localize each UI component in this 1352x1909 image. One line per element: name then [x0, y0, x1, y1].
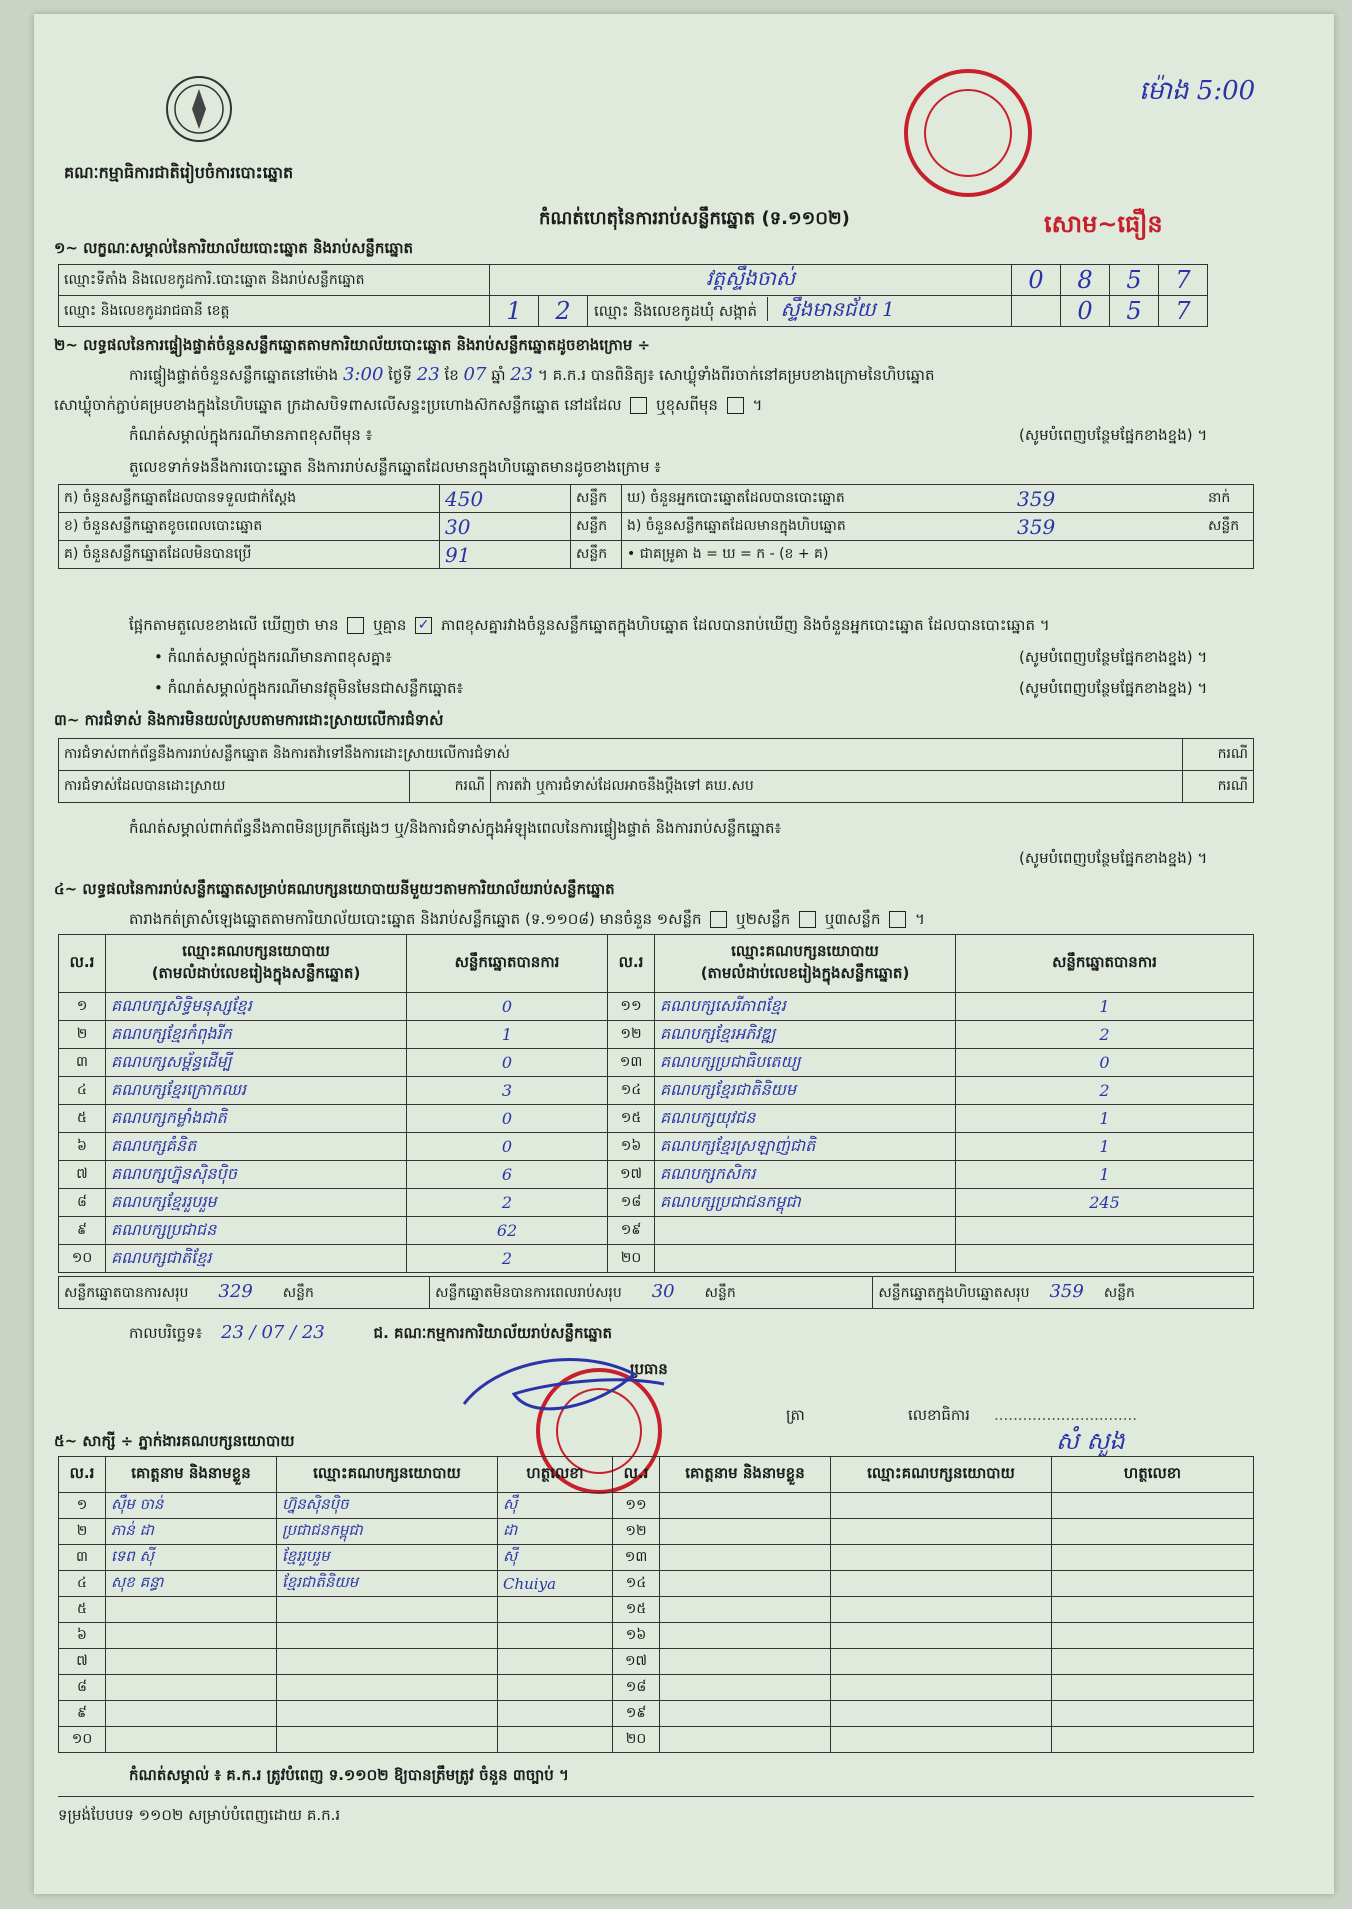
witness-party [831, 1675, 1052, 1701]
table-row: គ) ចំនួនសន្លឹកឆ្នោតដែលមិនបានប្រើ 91 សន្លឹក • ជាគម្រូគា ង = ឃ = ក - (ខ + គ) [59, 541, 1254, 569]
party-no: ១១ [608, 993, 655, 1021]
section1-title: ១~ លក្ខណៈសម្គាល់នៃការិយាល័យបោះឆ្នោត និងរាប់សន្លឹកឆ្នោត [54, 239, 414, 257]
witness-signature [498, 1649, 613, 1675]
table-row [59, 1189, 1254, 1217]
witness-name [660, 1493, 831, 1519]
party-name: គណបក្សប្រជាជនកម្ពុជា [655, 1189, 956, 1217]
verify-time: 3:00 [342, 364, 384, 385]
committee-signature-title: ជ. គណៈកម្មការការិយាល័យរាប់សន្លឹកឆ្នោត [373, 1324, 613, 1342]
commune-name: ស្ទឹងមានជ័យ 1 [767, 297, 906, 321]
location-code-1: 0 [1012, 265, 1061, 296]
location-label: ឈ្មោះទីតាំង និងលេខកូដការិ.បោះឆ្នោត និងរាប់សន្លឹកឆ្នោត [59, 265, 490, 296]
section5-title: ៥~ សាក្សី ÷ ភ្នាក់ងារគណបក្សនយោបាយ [54, 1432, 295, 1450]
table-row [59, 1545, 1254, 1571]
witness-party [831, 1519, 1052, 1545]
three-sheets-checkbox[interactable] [889, 911, 906, 928]
party-votes: 2 [956, 1077, 1254, 1105]
table-row [59, 1105, 1254, 1133]
difference-check-line: ផ្អែកតាមតួលេខខាងលើ ឃើញថា មាន ឬគ្មាន ✓ ភាពខុសគ្នារវាងចំនួនសន្លឹកឆ្នោតក្នុងហិបឆ្នោត ដែលបានរាប់ឃើញ និងចំនួនអ្នកបោះឆ្នោត ដែលបានបោះឆ្នោត ។ [129, 616, 1050, 634]
stamp-signer-name: សោម~ធឿន [1044, 210, 1163, 238]
table-row [59, 1493, 1254, 1519]
witness-no: ១៨ [613, 1675, 660, 1701]
totals-table: សន្លឹកឆ្នោតបានការសរុប 329 សន្លឹក សន្លឹកឆ្នោតមិនបានការពេលរាប់សរុប 30 សន្លឹក សន្លឹកឆ្នោតក្នុងហិបឆ្នោតសរុប 359 សន្លឹក [58, 1276, 1254, 1309]
witness-party [831, 1597, 1052, 1623]
count-date: 23 / 07 / 23 [221, 1322, 325, 1343]
secretary-name: សំ សួង [1056, 1427, 1125, 1455]
nec-emblem-icon [164, 74, 234, 144]
party-votes: 0 [956, 1049, 1254, 1077]
witness-no: ៤ [59, 1571, 106, 1597]
table-row [59, 1623, 1254, 1649]
witness-name [660, 1545, 831, 1571]
form-title: កំណត់ហេតុនៃការរាប់សន្លឹកឆ្នោត (ទ.១១០២) [539, 208, 850, 229]
witness-party [831, 1623, 1052, 1649]
witness-signature [498, 1675, 613, 1701]
witness-signature [1052, 1727, 1254, 1753]
witness-party [277, 1623, 498, 1649]
witness-name: សុខ គន្ធា [106, 1571, 277, 1597]
witness-signature: Chuiya [498, 1571, 613, 1597]
witness-party [277, 1701, 498, 1727]
location-name: វត្តស្ទឹងចាស់ [490, 265, 1012, 296]
witness-no: ១៣ [613, 1545, 660, 1571]
chair-signature [454, 1344, 674, 1434]
total-valid-votes: 329 [218, 1281, 253, 1302]
verify-month: 07 [463, 364, 487, 385]
table-row [59, 1021, 1254, 1049]
witness-no: ១៦ [613, 1623, 660, 1649]
party-name: គណបក្សយុវជន [655, 1105, 956, 1133]
irregularity-note: កំណត់សម្គាល់ពាក់ព័ន្ធនឹងភាពមិនប្រក្រតីផ្សេងៗ ឬ/និងការជំទាស់ក្នុងអំឡុងពេលនៃការផ្ទៀងផ្ទាត់ និងការរាប់សន្លឹកឆ្នោត៖ [129, 819, 782, 837]
party-votes: 0 [407, 1133, 608, 1161]
complaints-table: ការជំទាស់ពាក់ព័ន្ធនឹងការរាប់សន្លឹកឆ្នោត និងការតវ៉ាទៅនឹងការដោះស្រាយលើការជំទាស់ ករណី ការជំទាស់ដែលបានដោះស្រាយ ករណី ការតវ៉ា ឬការជំទាស់ដែលអាចនឹងប្ដឹងទៅ គឃ.សប ករណី [58, 738, 1254, 803]
witness-name [106, 1649, 277, 1675]
two-sheets-checkbox[interactable] [799, 911, 816, 928]
table-row [59, 1571, 1254, 1597]
voters-voted: 359 [1012, 485, 1203, 513]
witness-no: ២ [59, 1519, 106, 1545]
witness-name [106, 1701, 277, 1727]
party-votes: 62 [407, 1217, 608, 1245]
witness-party [277, 1675, 498, 1701]
total-ballots-in-box: 359 [1049, 1281, 1084, 1302]
witness-party: ប្រជាជនកម្ពុជា [277, 1519, 498, 1545]
witness-name: ភាន់ ដា [106, 1519, 277, 1545]
party-name: គណបក្សខ្មែរជាតិនិយម [655, 1077, 956, 1105]
party-name: គណបក្សខ្មែរក្រោកឈរ [106, 1077, 407, 1105]
witness-party: ខ្មែរជាតិនិយម [277, 1571, 498, 1597]
form-footer: ទម្រង់បែបបទ ១១០២ សម្រាប់បំពេញដោយ គ.ក.រ [58, 1806, 341, 1824]
witness-signature [1052, 1675, 1254, 1701]
table-row [59, 1133, 1254, 1161]
party-votes: 245 [956, 1189, 1254, 1217]
witness-signature [1052, 1623, 1254, 1649]
witness-no: ១១ [613, 1493, 660, 1519]
same-checkbox[interactable] [630, 397, 647, 414]
location-code-3: 5 [1110, 265, 1159, 296]
bottom-divider [58, 1796, 1254, 1797]
table-row [59, 1727, 1254, 1753]
witness-no: ១២ [613, 1519, 660, 1545]
witness-party [277, 1727, 498, 1753]
witness-name [660, 1519, 831, 1545]
party-no: ២០ [608, 1245, 655, 1273]
witness-no: ៨ [59, 1675, 106, 1701]
party-name: គណបក្សកម្លាំងជាតិ [106, 1105, 407, 1133]
stamp-time-note: ម៉ោង 5:00 [1139, 76, 1256, 106]
table-row [59, 1675, 1254, 1701]
tally-sheet-line: តារាងកត់ត្រាសំឡេងឆ្នោតតាមការិយាល័យបោះឆ្នោត និងរាប់សន្លឹកឆ្នោត (ទ.១១០៨) មានចំនួន ១សន្លឹក ឬ២សន្លឹក ឬ៣សន្លឹក ។ [129, 910, 925, 928]
witness-party [831, 1493, 1052, 1519]
party-votes: 0 [407, 993, 608, 1021]
difference-bullet-fill: (សូមបំពេញបន្ថែមផ្នែកខាងខ្នង) ។ [1019, 648, 1208, 666]
party-name: គណបក្សសិទ្ធិមនុស្សខ្មែរ [106, 993, 407, 1021]
table-row [59, 1701, 1254, 1727]
party-votes: 1 [956, 993, 1254, 1021]
witness-name [106, 1597, 277, 1623]
witness-signature [498, 1597, 613, 1623]
province-label: ឈ្មោះ និងលេខកូដរាជធានី ខេត្ត [59, 296, 490, 327]
witness-party [277, 1597, 498, 1623]
party-no: ១៤ [608, 1077, 655, 1105]
witness-signature [1052, 1545, 1254, 1571]
party-votes: 2 [407, 1189, 608, 1217]
footnote: កំណត់សម្គាល់ ៖ គ.ក.រ ត្រូវបំពេញ ទ.១១០២ ឱ្យបានត្រឹមត្រូវ ចំនួន ៣ច្បាប់ ។ [129, 1766, 569, 1784]
party-name: គណបក្សសម្ព័ន្ធដើម្បី [106, 1049, 407, 1077]
one-sheet-checkbox[interactable] [710, 911, 727, 928]
witness-party [831, 1571, 1052, 1597]
figures-intro: តួលេខទាក់ទងនឹងការបោះឆ្នោត និងការរាប់សន្លឹកឆ្នោតដែលមានក្នុងហិបឆ្នោតមានដូចខាងក្រោម ៖ [129, 458, 661, 476]
party-votes: 2 [407, 1245, 608, 1273]
party-votes: 1 [956, 1105, 1254, 1133]
ballot-figures-table [58, 484, 1254, 569]
witness-name [106, 1675, 277, 1701]
party-no: ១០ [59, 1245, 106, 1273]
witness-name: ស៊ឹម ចាន់ [106, 1493, 277, 1519]
formula: • ជាគម្រូគា ង = ឃ = ក - (ខ + គ) [622, 541, 1254, 569]
ballots-unused: 91 [440, 541, 571, 569]
witness-signature [498, 1623, 613, 1649]
party-name: គណបក្សហ្វ៊ុនស៊ិនប៉ិច [106, 1161, 407, 1189]
table-row: ក) ចំនួនសន្លឹកឆ្នោតដែលបានទទួលជាក់ស្តែង 450 សន្លឹក ឃ) ចំនួនអ្នកបោះឆ្នោតដែលបានបោះឆ្នោត 359 នាក់ [59, 485, 1254, 513]
witness-signature [1052, 1493, 1254, 1519]
party-no: ៣ [59, 1049, 106, 1077]
witness-no: ៦ [59, 1623, 106, 1649]
witness-signature [498, 1701, 613, 1727]
section1-table [58, 264, 1208, 327]
witness-no: ១៩ [613, 1701, 660, 1727]
witness-party [277, 1649, 498, 1675]
party-name [655, 1245, 956, 1273]
witness-name [660, 1727, 831, 1753]
witness-name [660, 1701, 831, 1727]
province-code-2: 2 [539, 296, 588, 327]
commune-label: ឈ្មោះ និងលេខកូដឃុំ សង្កាត់ [594, 302, 757, 320]
table-row [59, 1077, 1254, 1105]
witness-no: ៩ [59, 1701, 106, 1727]
location-code-2: 8 [1061, 265, 1110, 296]
party-votes: 1 [956, 1133, 1254, 1161]
witness-signature [1052, 1519, 1254, 1545]
witness-no: ១០ [59, 1727, 106, 1753]
party-no: ១៩ [608, 1217, 655, 1245]
table-row [59, 1519, 1254, 1545]
witness-table: ល.រ គោត្តនាម និងនាមខ្លួន ឈ្មោះគណបក្សនយោបាយ ហត្ថលេខា ល.រ គោត្តនាម និងនាមខ្លួន ឈ្មោះគណបក្សនយោបាយ ហត្ថលេខា ១ ស៊ឹម ចាន់ ហ្វ៊ុនស៊ិនប៉ិច ស៊ឹ ១១ ២ ភាន់ ដា ប្រជាជនកម្ពុជា ដា ១២ ៣ ទេព ស៊ី ខ្មែររួបរួម ស៊ី ១៣ ៤ សុខ គន្ធា ខ្មែរជាតិនិយម Chuiya ១៤ ៥ ១៥ ៦ ១៦ ៧ ១៧ ៨ ១៨ ៩ ១៩ ១០ ២០ [58, 1456, 1254, 1753]
commune-code-2: 5 [1110, 296, 1159, 327]
witness-signature [1052, 1701, 1254, 1727]
official-seal-top [904, 69, 1032, 197]
witness-signature [498, 1727, 613, 1753]
party-no: ១ [59, 993, 106, 1021]
witness-name [660, 1649, 831, 1675]
table-row [59, 993, 1254, 1021]
different-checkbox[interactable] [727, 397, 744, 414]
witness-name [660, 1675, 831, 1701]
witness-no: ១៤ [613, 1571, 660, 1597]
table-row [59, 1217, 1254, 1245]
party-name: គណបក្សខ្មែរកំពុងរីក [106, 1021, 407, 1049]
table-row: ខ) ចំនួនសន្លឹកឆ្នោតខូចពេលបោះឆ្នោត 30 សន្លឹក ង) ចំនួនសន្លឹកឆ្នោតដែលមានក្នុងហិបឆ្នោត 359 សន្លឹក [59, 513, 1254, 541]
date-line: កាលបរិច្ឆេទ៖ 23 / 07 / 23 ជ. គណៈកម្មការការិយាល័យរាប់សន្លឹកឆ្នោត [129, 1322, 613, 1343]
section3-title: ៣~ ការជំទាស់ និងការមិនយល់ស្របតាមការដោះស្រាយលើការជំទាស់ [54, 711, 444, 729]
party-votes: 1 [956, 1161, 1254, 1189]
party-no: ៧ [59, 1161, 106, 1189]
chair-label: ប្រធាន [630, 1360, 668, 1378]
foreign-object-bullet: • កំណត់សម្គាល់ក្នុងករណីមានវត្ថុមិនមែនជាសន្លឹកឆ្នោត៖ [154, 679, 464, 697]
party-no: ១៨ [608, 1189, 655, 1217]
party-no: ១៥ [608, 1105, 655, 1133]
party-name: គណបក្សខ្មែររួបរួម [106, 1189, 407, 1217]
party-no: ១២ [608, 1021, 655, 1049]
witness-party [831, 1649, 1052, 1675]
table-row [59, 1649, 1254, 1675]
party-name: គណបក្សគំនិត [106, 1133, 407, 1161]
witness-name [106, 1727, 277, 1753]
witness-party: ហ្វ៊ុនស៊ិនប៉ិច [277, 1493, 498, 1519]
witness-name [660, 1597, 831, 1623]
witness-party [831, 1727, 1052, 1753]
witness-name [660, 1571, 831, 1597]
table-row [59, 1597, 1254, 1623]
irregularity-note-fill: (សូមបំពេញបន្ថែមផ្នែកខាងខ្នង) ។ [1019, 849, 1208, 867]
party-votes: 0 [407, 1049, 608, 1077]
commune-code-3: 7 [1159, 296, 1208, 327]
table-row [59, 1161, 1254, 1189]
witness-signature: ស៊ឹ [498, 1493, 613, 1519]
party-no: ១៧ [608, 1161, 655, 1189]
witness-name [660, 1623, 831, 1649]
party-no: ៤ [59, 1077, 106, 1105]
party-no: ១៦ [608, 1133, 655, 1161]
ballots-received: 450 [440, 485, 571, 513]
section4-title: ៤~ លទ្ធផលនៃការរាប់សន្លឹកឆ្នោតសម្រាប់គណបក្សនយោបាយនីមួយៗតាមការិយាល័យរាប់សន្លឹកឆ្នោត [54, 880, 615, 898]
seal-mark-label: ត្រា [786, 1406, 805, 1424]
committee-name: គណៈកម្មាធិការជាតិរៀបចំការបោះឆ្នោត [64, 163, 294, 182]
witness-no: ៥ [59, 1597, 106, 1623]
form-sheet: គណៈកម្មាធិការជាតិរៀបចំការបោះឆ្នោត ម៉ោង 5:00 សោម~ធឿន កំណត់ហេតុនៃការរាប់សន្លឹកឆ្នោត (ទ.១១០២) ១~ លក្ខណៈសម្គាល់នៃការិយាល័យបោះឆ្នោត និងរាប់សន្លឹកឆ្នោត ឈ្មោះទីតាំង និងលេខកូដការិ.បោះឆ្នោត និងរាប់សន្លឹកឆ្នោត វត្តស្ទឹងចាស់ 0 8 5 7 ឈ្មោះ និងលេខកូដរាជធានី ខេត្ត 1 2 ឈ្មោះ និងលេខកូដឃុំ សង្កាត់ ស្ទឹងមានជ័យ 1 0 5 7 ២~ លទ្ធផលនៃការផ្ទៀងផ្ទាត់ចំនួនសន្លឹកឆ្នោតតាមការិយាល័យបោះឆ្នោត និងរាប់សន្លឹកឆ្នោតដូចខាងក្រោម ÷ ការផ្ទៀងផ្ទាត់ចំនួនសន្លឹកឆ្នោតនៅម៉ោង 3:00 ថ្ងៃទី 23 ខែ 07 ឆ្នាំ 23 ។ គ.ក.រ បានពិនិត្យ៖ សោឃ្លុំទាំងពីរចាក់នៅគម្របខាងក្រោមនៃហិបឆ្នោត សោឃ្លុំចាក់ភ្ជាប់គម្របខាងក្នុងនៃហិបឆ្នោត ក្រដាសបិទពាសលើសន្ទះប្រហោងស៊កសន្លឹកឆ្នោត នៅដដែល ឬខុសពីមុន ។ កំណត់សម្គាល់ក្នុងករណីមានភាពខុសពីមុន ៖ (សូមបំពេញបន្ថែមផ្នែកខាងខ្នង) ។ តួលេខទាក់ទងនឹងការបោះឆ្នោត និងការរាប់សន្លឹកឆ្នោតដែលមានក្នុងហិបឆ្នោតមានដូចខាងក្រោម ៖ ក) ចំនួនសន្លឹកឆ្នោតដែលបានទទួលជាក់ស្តែង 450 សន្លឹក ឃ) ចំនួនអ្នកបោះឆ្នោតដែលបានបោះឆ្នោត 359 នាក់ ខ) ចំនួនសន្លឹកឆ្នោតខូចពេលបោះឆ្នោត 30 សន្លឹក ង) ចំនួនសន្លឹកឆ្នោតដែលមានក្នុងហិបឆ្នោត 359 សន្លឹក គ) ចំនួនសន្លឹកឆ្នោតដែលមិនបានប្រើ 91 សន្លឹក • ជាគម្រូគា ង = ឃ = ក - (ខ + គ) ផ្អែកតាមតួលេខខាងលើ ឃើញថា មាន ឬគ្មាន ✓ ភាពខុសគ្នារវាងចំនួនសន្លឹកឆ្នោតក្នុងហិបឆ្នោត ដែលបានរាប់ឃើញ និងចំនួនអ្នកបោះឆ្នោត ដែលបានបោះឆ្នោត ។ • កំណត់សម្គាល់ក្នុងករណីមានភាពខុសគ្នា៖ (សូមបំពេញបន្ថែមផ្នែកខាងខ្នង) ។ • កំណត់សម្គាល់ក្នុងករណីមានវត្ថុមិនមែនជាសន្លឹកឆ្នោត៖ (សូមបំពេញបន្ថែមផ្នែកខាងខ្នង) ។ ៣~ ការជំទាស់ និងការមិនយល់ស្របតាមការដោះស្រាយលើការជំទាស់ ការជំទាស់ពាក់ព័ន្ធនឹងការរាប់សន្លឹកឆ្នោត និងការតវ៉ាទៅនឹងការដោះស្រាយលើការជំទាស់ ករណី ការជំទាស់ដែលបានដោះស្រាយ ករណី ការតវ៉ា ឬការជំទាស់ដែលអាចនឹងប្ដឹងទៅ គឃ.សប ករណី កំណត់សម្គាល់ពាក់ព័ន្ធនឹងភាពមិនប្រក្រតីផ្សេងៗ ឬ/និងការជំទាស់ក្នុងអំឡុងពេលនៃការផ្ទៀងផ្ទាត់ និងការរាប់សន្លឹកឆ្នោត៖ (សូមបំពេញបន្ថែមផ្នែកខាងខ្នង) ។ ៤~ លទ្ធផលនៃការរាប់សន្លឹកឆ្នោតសម្រាប់គណបក្សនយោបាយនីមួយៗតាមការិយាល័យរាប់សន្លឹកឆ្នោត តារាងកត់ត្រាសំឡេងឆ្នោតតាមការិយាល័យបោះឆ្នោត និងរាប់សន្លឹកឆ្នោត (ទ.១១០៨) មានចំនួន ១សន្លឹក ឬ២សន្លឹក ឬ៣សន្លឹក ។ ល.រ ឈ្មោះគណបក្សនយោបាយ (តាមលំដាប់លេខរៀងក្នុងសន្លឹកឆ្នោត) សន្លឹកឆ្នោតបានការ ល.រ ឈ្មោះគណបក្សនយោបាយ (តាមលំដាប់លេខរៀងក្នុងសន្លឹកឆ្នោត) សន្លឹកឆ្នោតបានការ ១ គណបក្សសិទ្ធិមនុស្សខ្មែរ 0 ១១ គណបក្សសេរីភាពខ្មែរ 1 ២ គណបក្សខ្មែរកំពុងរីក 1 ១២ គណបក្សខ្មែរអភិវឌ្ឍ 2 ៣ គណបក្សសម្ព័ន្ធដើម្បី 0 ១៣ គណបក្សប្រជាធិបតេយ្យ 0 ៤ គណបក្សខ្មែរក្រោកឈរ 3 ១៤ គណបក្សខ្មែរជាតិនិយម 2 ៥ គណបក្សកម្លាំងជាតិ 0 ១៥ គណបក្សយុវជន 1 ៦ គណបក្សគំនិត 0 ១៦ គណបក្សខ្មែរស្រឡាញ់ជាតិ 1 ៧ គណបក្សហ្វ៊ុនស៊ិនប៉ិច 6 ១៧ គណបក្សកសិករ 1 ៨ គណបក្សខ្មែររួបរួម 2 ១៨ គណបក្សប្រជាជនកម្ពុជា 245 ៩ គណបក្សប្រជាជន 62 ១៩ ១០ គណបក្សជាតិខ្មែរ 2 ២០ សន្លឹកឆ្នោតបានការសរុប 329 សន្លឹក សន្លឹកឆ្នោតមិនបានការពេលរាប់សរុប 30 សន្លឹក សន្លឹកឆ្នោតក្នុងហិបឆ្នោតសរុប 359 សន្លឹក កាលបរិច្ឆេទ៖ 23 / 07 / 23 ជ. គណៈកម្មការការិយាល័យរាប់សន្លឹកឆ្នោត ប្រធាន ត្រា លេខាធិការ .............................. សំ សួង ៥~ សាក្សី ÷ ភ្នាក់ងារគណបក្សនយោបាយ ល.រ គោត្តនាម និងនាមខ្លួន ឈ្មោះគណបក្សនយោបាយ ហត្ថលេខា ល.រ គោត្តនាម និងនាមខ្លួន ឈ្មោះគណបក្សនយោបាយ ហត្ថលេខា ១ ស៊ឹម ចាន់ ហ្វ៊ុនស៊ិនប៉ិច ស៊ឹ ១១ ២ ភាន់ ដា ប្រជាជនកម្ពុជា ដា ១២ ៣ ទេព ស៊ី ខ្មែររួបរួម ស៊ី ១៣ ៤ សុខ គន្ធា ខ្មែរជាតិនិយម Chuiya ១៤ ៥ ១៥ ៦ ១៦ ៧ ១៧ ៨ ១៨ ៩ ១៩ ១០ ២០ កំណត់សម្គាល់ ៖ គ.ក.រ ត្រូវបំពេញ ទ.១១០២ ឱ្យបានត្រឹមត្រូវ ចំនួន ៣ច្បាប់ ។ ទម្រង់បែបបទ ១១០២ សម្រាប់បំពេញដោយ គ.ក.រ [34, 14, 1334, 1894]
party-votes: 3 [407, 1077, 608, 1105]
party-name: គណបក្សសេរីភាពខ្មែរ [655, 993, 956, 1021]
verify-year: 23 [510, 364, 534, 385]
witness-party: ខ្មែររួបរួម [277, 1545, 498, 1571]
witness-party [831, 1545, 1052, 1571]
table-row [59, 1049, 1254, 1077]
foreign-object-bullet-fill: (សូមបំពេញបន្ថែមផ្នែកខាងខ្នង) ។ [1019, 679, 1208, 697]
province-code-1: 1 [490, 296, 539, 327]
witness-no: ១ [59, 1493, 106, 1519]
party-votes [956, 1245, 1254, 1273]
party-no: ១៣ [608, 1049, 655, 1077]
party-no: ៩ [59, 1217, 106, 1245]
witness-signature: ដា [498, 1519, 613, 1545]
party-name: គណបក្សខ្មែរស្រឡាញ់ជាតិ [655, 1133, 956, 1161]
witness-signature [1052, 1649, 1254, 1675]
party-name: គណបក្សប្រជាជន [106, 1217, 407, 1245]
ballots-in-box: 359 [1012, 513, 1203, 541]
witness-no: ១៧ [613, 1649, 660, 1675]
party-name [655, 1217, 956, 1245]
party-name: គណបក្សខ្មែរអភិវឌ្ឍ [655, 1021, 956, 1049]
witness-signature [1052, 1597, 1254, 1623]
party-no: ២ [59, 1021, 106, 1049]
verify-day: 23 [416, 364, 440, 385]
party-name: គណបក្សកសិករ [655, 1161, 956, 1189]
party-no: ៥ [59, 1105, 106, 1133]
party-votes: 6 [407, 1161, 608, 1189]
total-invalid-votes: 30 [651, 1281, 675, 1302]
ballots-spoiled: 30 [440, 513, 571, 541]
witness-signature: ស៊ី [498, 1545, 613, 1571]
verification-line-1: ការផ្ទៀងផ្ទាត់ចំនួនសន្លឹកឆ្នោតនៅម៉ោង 3:00 ថ្ងៃទី 23 ខែ 07 ឆ្នាំ 23 ។ គ.ក.រ បានពិនិត្យ៖ សោឃ្លុំទាំងពីរចាក់នៅគម្របខាងក្រោមនៃហិបឆ្នោត [129, 364, 935, 385]
party-results-table: ល.រ ឈ្មោះគណបក្សនយោបាយ (តាមលំដាប់លេខរៀងក្នុងសន្លឹកឆ្នោត) សន្លឹកឆ្នោតបានការ ល.រ ឈ្មោះគណបក្សនយោបាយ (តាមលំដាប់លេខរៀងក្នុងសន្លឹកឆ្នោត) សន្លឹកឆ្នោតបានការ ១ គណបក្សសិទ្ធិមនុស្សខ្មែរ 0 ១១ គណបក្សសេរីភាពខ្មែរ 1 ២ គណបក្សខ្មែរកំពុងរីក 1 ១២ គណបក្សខ្មែរអភិវឌ្ឍ 2 ៣ គណបក្សសម្ព័ន្ធដើម្បី 0 ១៣ គណបក្សប្រជាធិបតេយ្យ 0 ៤ គណបក្សខ្មែរក្រោកឈរ 3 ១៤ គណបក្សខ្មែរជាតិនិយម 2 ៥ គណបក្សកម្លាំងជាតិ 0 ១៥ គណបក្សយុវជន 1 ៦ គណបក្សគំនិត 0 ១៦ គណបក្សខ្មែរស្រឡាញ់ជាតិ 1 ៧ គណបក្សហ្វ៊ុនស៊ិនប៉ិច 6 ១៧ គណបក្សកសិករ 1 ៨ គណបក្សខ្មែររួបរួម 2 ១៨ គណបក្សប្រជាជនកម្ពុជា 245 ៩ គណបក្សប្រជាជន 62 ១៩ ១០ គណបក្សជាតិខ្មែរ 2 ២០ [58, 934, 1254, 1273]
party-no: ៦ [59, 1133, 106, 1161]
party-name: គណបក្សជាតិខ្មែរ [106, 1245, 407, 1273]
witness-name [106, 1623, 277, 1649]
party-votes: 0 [407, 1105, 608, 1133]
commune-code-1: 0 [1061, 296, 1110, 327]
witness-no: ២០ [613, 1727, 660, 1753]
secretary-label: លេខាធិការ [908, 1406, 970, 1424]
witness-no: ១៥ [613, 1597, 660, 1623]
party-name: គណបក្សប្រជាធិបតេយ្យ [655, 1049, 956, 1077]
difference-note-fill: (សូមបំពេញបន្ថែមផ្នែកខាងខ្នង) ។ [1019, 426, 1208, 444]
party-no: ៨ [59, 1189, 106, 1217]
witness-name: ទេព ស៊ី [106, 1545, 277, 1571]
party-votes: 1 [407, 1021, 608, 1049]
has-difference-checkbox[interactable] [347, 617, 364, 634]
witness-no: ៧ [59, 1649, 106, 1675]
no-difference-checkbox[interactable]: ✓ [415, 617, 432, 634]
section2-title: ២~ លទ្ធផលនៃការផ្ទៀងផ្ទាត់ចំនួនសន្លឹកឆ្នោតតាមការិយាល័យបោះឆ្នោត និងរាប់សន្លឹកឆ្នោតដូចខាងក្រោម ÷ [54, 336, 651, 354]
witness-no: ៣ [59, 1545, 106, 1571]
witness-signature [1052, 1571, 1254, 1597]
table-row [59, 1245, 1254, 1273]
party-votes: 2 [956, 1021, 1254, 1049]
witness-party [831, 1701, 1052, 1727]
difference-bullet: • កំណត់សម្គាល់ក្នុងករណីមានភាពខុសគ្នា៖ [154, 648, 392, 666]
verification-line-2: សោឃ្លុំចាក់ភ្ជាប់គម្របខាងក្នុងនៃហិបឆ្នោត ក្រដាសបិទពាសលើសន្ទះប្រហោងស៊កសន្លឹកឆ្នោត នៅដដែល ឬខុសពីមុន ។ [54, 396, 763, 414]
difference-note-label: កំណត់សម្គាល់ក្នុងករណីមានភាពខុសពីមុន ៖ [129, 426, 373, 444]
party-votes [956, 1217, 1254, 1245]
location-code-4: 7 [1159, 265, 1208, 296]
